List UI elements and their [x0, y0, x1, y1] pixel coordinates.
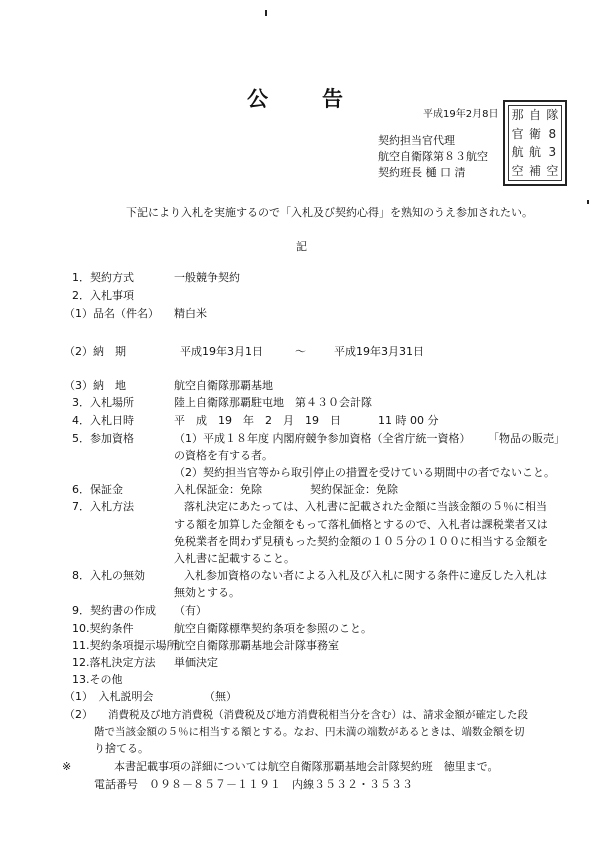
seal-glyph: 官	[511, 126, 524, 141]
seal-glyph: 空	[546, 163, 559, 178]
item-7-label: 7．入札方法	[72, 500, 134, 513]
intro-text: 下記により入札を実施するので「入札及び契約心得」を熟知のうえ参加されたい。	[126, 206, 533, 219]
item-10-label: 10.契約条件	[72, 622, 134, 635]
seal-glyph: 航	[511, 145, 524, 159]
issuer-unit: 航空自衛隊第８３航空	[378, 150, 488, 163]
issue-date: 平成19年2月8日	[423, 109, 499, 120]
item-2-label: 2．入札事項	[72, 289, 134, 302]
item-7-line4: 入札書に記載すること。	[174, 552, 295, 565]
item-7-line2: する額を加算した金額をもって落札価格とするので、入札者は課税業者又は	[174, 518, 548, 531]
item-6-value1: 入札保証金：免除	[174, 483, 262, 496]
item-11-value: 航空自衛隊那覇基地会計隊事務室	[174, 639, 339, 652]
item-8-label: 8．入札の無効	[72, 569, 145, 582]
item-9-label: 9．契約書の作成	[72, 604, 156, 617]
item-4-date: 平 成 19 年 2 月 19 日	[174, 414, 341, 427]
item-13a-value: （無）	[204, 690, 237, 703]
seal-glyph: 航	[528, 145, 541, 159]
note-phone: 電話番号 ０９８－８５７－１１９１ 内線３５３２・３５３３	[94, 778, 413, 791]
item-11-label: 11.契約条項提示場所	[72, 639, 178, 652]
item-2c-value: 航空自衛隊那覇基地	[174, 379, 273, 392]
scan-speck	[587, 200, 589, 204]
note-text: 本書記載事項の詳細については航空自衛隊那覇基地会計隊契約班 徳里まで。	[114, 760, 499, 773]
item-8-line2: 無効とする。	[174, 586, 240, 599]
item-5-line1b: 「物品の販売」	[488, 432, 565, 445]
seal-glyph: 那	[511, 108, 524, 122]
item-1-label: 1．契約方式	[72, 271, 134, 284]
note-mark: ※	[62, 760, 72, 773]
ki-heading: 記	[296, 240, 307, 253]
seal-glyph: 3	[548, 145, 557, 159]
seal-glyph: 衛	[528, 126, 541, 141]
item-1-value: 一般競争契約	[174, 271, 240, 284]
item-8-line1: 入札参加資格のない者による入札及び入札に関する条件に違反した入札は	[184, 569, 547, 582]
item-3-label: 3．入札場所	[72, 396, 134, 409]
item-13b-line3: り捨てる。	[94, 742, 149, 755]
item-12-value: 単価決定	[174, 656, 218, 669]
item-2a-value: 精白米	[174, 307, 207, 320]
item-6-value2: 契約保証金：免除	[310, 483, 398, 496]
item-4-label: 4．入札日時	[72, 414, 134, 427]
item-5-label: 5．参加資格	[72, 432, 134, 445]
page-title: 公 告	[247, 87, 347, 111]
item-5-line1: （1）平成１８年度 内閣府競争参加資格（全省庁統一資格）	[174, 432, 471, 445]
seal-glyph: 自	[528, 108, 541, 122]
item-9-value: （有）	[174, 604, 207, 617]
item-2b-sep: ～	[295, 345, 306, 358]
issuer-name: 契約班長 樋 口 清	[378, 166, 466, 179]
item-6-label: 6．保証金	[72, 483, 123, 496]
item-5-line3: （2）契約担当官等から取引停止の措置を受けている期間中の者でないこと。	[174, 466, 555, 479]
item-2b-to: 平成19年3月31日	[334, 345, 424, 358]
item-13a-label: （1） 入札説明会	[64, 690, 154, 703]
item-13b-label: （2）	[64, 708, 93, 721]
seal-glyph: 空	[511, 163, 524, 178]
item-3-value: 陸上自衛隊那覇駐屯地 第４３０会計隊	[174, 396, 372, 409]
seal-glyph: 補	[528, 163, 541, 178]
scan-speck	[265, 10, 267, 16]
item-2a-label: （1）品名（件名）	[64, 307, 159, 320]
item-13b-line2: 階で当該金額の５％に相当する額とする。なお、円未満の端数があるときは、端数金額を切	[94, 726, 525, 738]
item-10-value: 航空自衛隊標準契約条項を参照のこと。	[174, 622, 372, 635]
item-5-line2: の資格を有する者。	[174, 449, 273, 462]
item-13-label: 13.その他	[72, 673, 123, 686]
item-7-line1: 落札決定にあたっては、入札書に記載された金額に当該金額の５％に相当	[184, 500, 547, 513]
item-2b-from: 平成19年3月1日	[180, 345, 263, 358]
seal-glyph: 隊	[546, 108, 559, 122]
item-2b-label: （2）納 期	[64, 345, 126, 358]
official-seal	[503, 100, 567, 186]
item-13b-line1: 消費税及び地方消費税（消費税及び地方消費税相当分を含む）は、請求金額が確定した段	[108, 709, 528, 721]
item-4-time: 11 時 00 分	[378, 414, 439, 427]
item-7-line3: 免税業者を問わず見積もった契約金額の１０５分の１００に相当する金額を	[174, 535, 548, 548]
seal-glyph: 8	[548, 126, 557, 141]
item-2c-label: （3）納 地	[64, 379, 126, 392]
item-12-label: 12.落札決定方法	[72, 656, 156, 669]
issuer-title: 契約担当官代理	[378, 134, 455, 147]
